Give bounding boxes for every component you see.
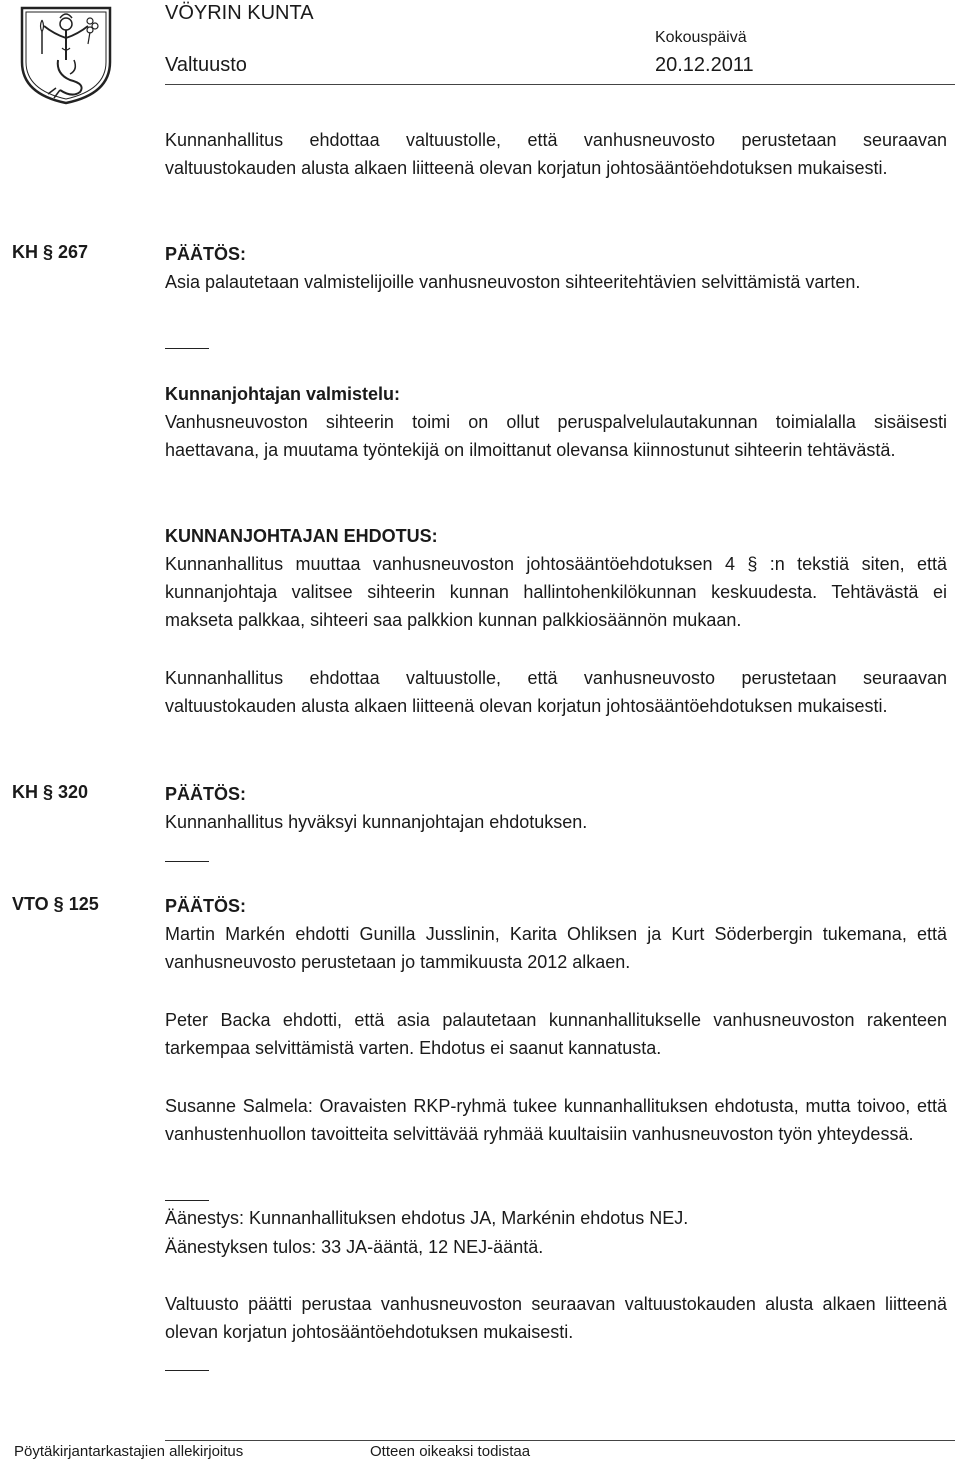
vote-line: Äänestys: Kunnanhallituksen ehdotus JA, Markénin ehdotus NEJ. <box>165 1208 689 1228</box>
footer-certification-label: Otteen oikeaksi todistaa <box>370 1443 531 1460</box>
coat-of-arms-icon <box>16 4 116 106</box>
proposal-text: Kunnanhallitus muuttaa vanhusneuvoston johtosääntöehdotuksen 4 § :n tekstiä siten, että kunnanjohtaja valitsee sihteerin kunnan hallintohenkilökunnan keskuudesta. Tehtävästä ei makseta palkkaa, sihteeri saa palkkion kunnan palkkiosäännön mukaan. <box>165 554 947 630</box>
kh320-heading: PÄÄTÖS: <box>165 784 246 804</box>
kh267-heading: PÄÄTÖS: <box>165 244 246 264</box>
section-label-kh320: KH § 320 <box>12 782 89 802</box>
organization-name: VÖYRIN KUNTA <box>165 2 314 24</box>
proposal-heading: KUNNANJOHTAJAN EHDOTUS: <box>165 526 438 546</box>
section-separator <box>165 348 209 349</box>
preparation-text: Vanhusneuvoston sihteerin toimi on ollut peruspalvelulautakunnan toimialalla sisäisesti haettavana, ja muutama työntekijä on ilmoittanut olevansa kiinnostunut sihteerin tehtävästä. <box>165 412 947 460</box>
proposal-text-2: Kunnanhallitus ehdottaa valtuustolle, että vanhusneuvosto perustetaan seuraavan valtuustokauden alusta alkaen liitteenä olevan korjatun johtosääntöehdotuksen mukaisesti. <box>165 668 947 716</box>
section-separator <box>165 1370 209 1371</box>
final-decision: Valtuusto päätti perustaa vanhusneuvoston seuraavan valtuustokauden alusta alkaen liitteenä olevan korjatun johtosääntöehdotuksen mukaisesti. <box>165 1294 947 1342</box>
preparation-heading: Kunnanjohtajan valmistelu: <box>165 384 401 404</box>
meeting-date: 20.12.2011 <box>655 54 754 76</box>
meeting-date-label: Kokouspäivä <box>655 29 747 46</box>
vote-result-line: Äänestyksen tulos: 33 JA-ääntä, 12 NEJ-ääntä. <box>165 1237 544 1257</box>
header-divider <box>165 84 955 85</box>
section-label-vto125: VTO § 125 <box>12 894 99 914</box>
footer-signature-label: Pöytäkirjantarkastajien allekirjoitus <box>14 1443 244 1460</box>
vto125-heading: PÄÄTÖS: <box>165 896 246 916</box>
vto125-paragraph-2: Peter Backa ehdotti, että asia palautetaan kunnanhallitukselle vanhusneuvoston rakenteen tarkempaa selvittämistä varten. Ehdotus ei saanut kannatusta. <box>165 1010 947 1058</box>
section-label-kh267: KH § 267 <box>12 242 89 262</box>
intro-paragraph: Kunnanhallitus ehdottaa valtuustolle, että vanhusneuvosto perustetaan seuraavan valtuustokauden alusta alkaen liitteenä olevan korjatun johtosääntöehdotuksen mukaisesti. <box>165 130 947 178</box>
vto125-paragraph-3: Susanne Salmela: Oravaisten RKP-ryhmä tukee kunnanhallituksen ehdotusta, mutta toivoo, että vanhustenhuollon tavoitteita selvittävää ryhmää kuultaisiin vanhusneuvoston työn yhteydessä. <box>165 1096 947 1144</box>
section-separator <box>165 861 209 862</box>
governing-body: Valtuusto <box>165 54 247 76</box>
footer-divider <box>165 1440 955 1441</box>
kh267-decision-text: Asia palautetaan valmistelijoille vanhusneuvoston sihteeritehtävien selvittämistä varten. <box>165 272 861 292</box>
kh320-decision-text: Kunnanhallitus hyväksyi kunnanjohtajan ehdotuksen. <box>165 812 588 832</box>
section-separator <box>165 1200 209 1201</box>
vto125-paragraph-1: Martin Markén ehdotti Gunilla Jusslinin, Karita Ohliksen ja Kurt Söderbergin tukemana, että vanhusneuvosto perustetaan jo tammikuusta 2012 alkaen. <box>165 924 947 972</box>
